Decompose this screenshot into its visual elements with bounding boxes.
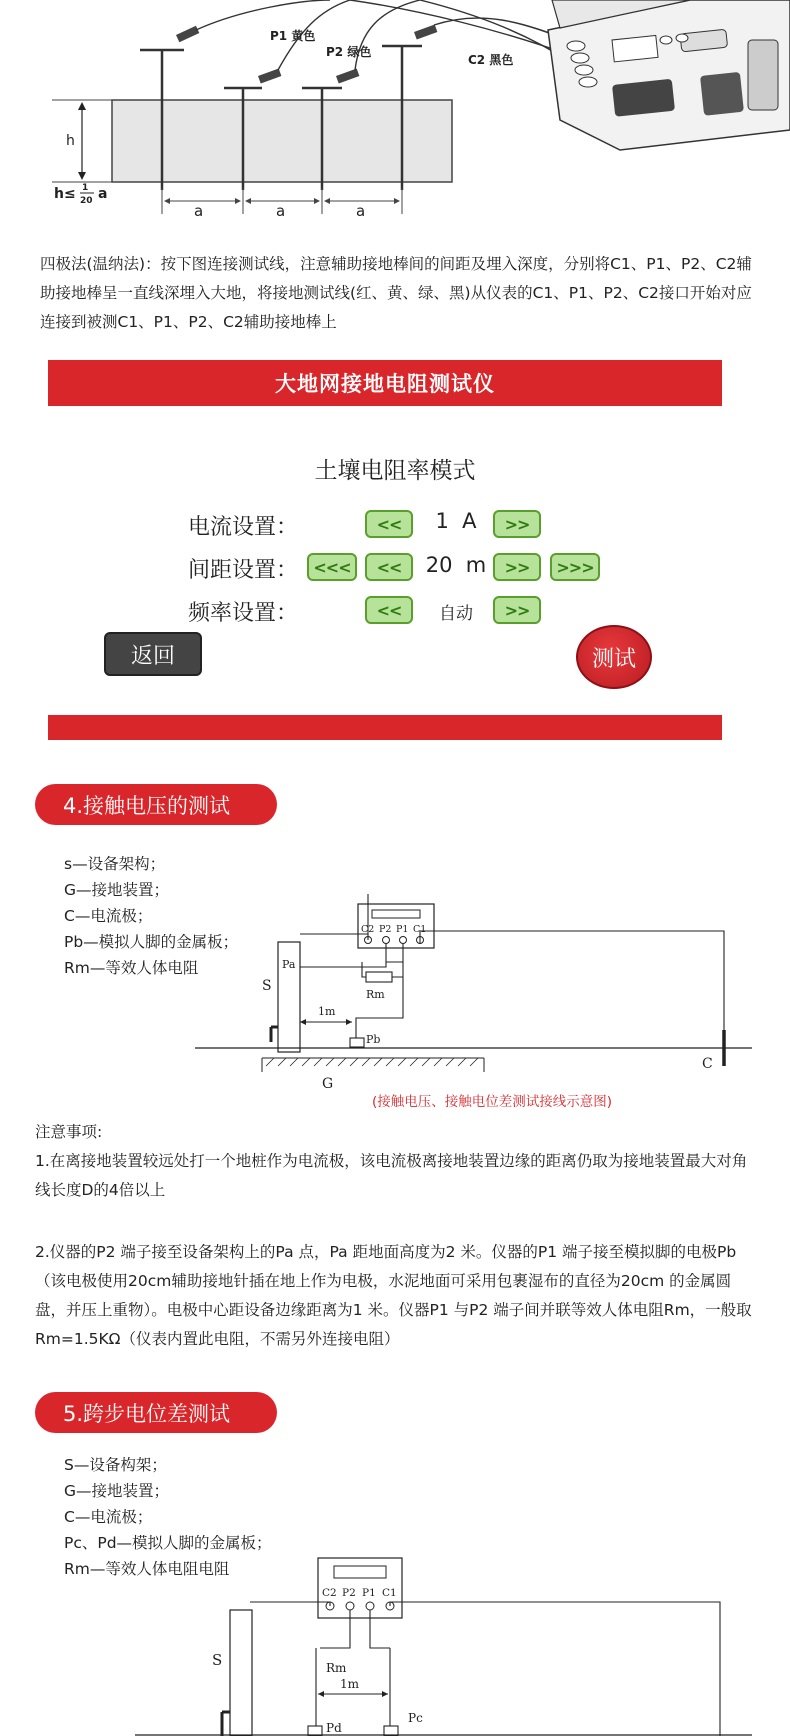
test-button[interactable]: 测试 [576, 625, 652, 689]
h-label: h [66, 133, 75, 149]
diagram-caption: (接触电压、接触电位差测试接线示意图) [372, 1094, 613, 1110]
svg-text:C2: C2 [361, 924, 375, 935]
frequency-value: 自动 [439, 604, 473, 624]
definition-item: S—设备构架； [64, 1456, 167, 1474]
pc-label: Pc [408, 1711, 423, 1725]
definition-item: G—接地装置； [64, 881, 170, 899]
definition-item: s—设备架构； [64, 855, 166, 873]
current-value: 1 A [435, 509, 477, 533]
distance-label: 1m [340, 1677, 360, 1691]
svg-text:P1: P1 [396, 924, 409, 935]
spacing-decrease-button[interactable]: << [365, 553, 413, 581]
spacing-increase-fast-button[interactable]: >>> [550, 553, 600, 581]
spacing-setting-label: 间距设置： [188, 558, 299, 583]
svg-text:P2: P2 [379, 924, 392, 935]
wenner-setup-diagram [0, 0, 790, 225]
svg-text:20: 20 [80, 196, 93, 206]
tester-case [548, 0, 790, 150]
svg-text:1: 1 [82, 183, 89, 193]
rm-label: Rm [326, 1661, 347, 1675]
frequency-setting-label: 频率设置： [188, 601, 299, 626]
s-label: S [262, 978, 272, 994]
back-button[interactable]: 返回 [104, 632, 202, 676]
distance-label: 1m [318, 1005, 336, 1018]
pd-label: Pd [326, 1721, 342, 1735]
svg-text:P1: P1 [362, 1587, 376, 1599]
pb-plate [350, 1038, 364, 1047]
p1-label: P1 黄色 [270, 29, 316, 43]
spacing-decrease-fast-button[interactable]: <<< [307, 553, 357, 581]
section5-header: 5.跨步电位差测试 [35, 1392, 277, 1433]
svg-text:C1: C1 [382, 1587, 397, 1599]
wenner-method-description: 四极法(温纳法)：按下图连接测试线，注意辅助接地棒间的间距及埋入深度，分别将C1、P1、P2、C2辅助接地棒呈一直线深埋入大地，将接地测试线(红、黄、绿、黑)从仪表的C1、P1、P2、C2接口开始对应连接到被测C1、P1、P2、C2辅助接地棒上 [40, 255, 752, 331]
c-label: C [702, 1056, 713, 1072]
rm-resistor [366, 972, 392, 982]
p2-label: P2 绿色 [326, 45, 372, 59]
rm-label: Rm [366, 988, 385, 1001]
s-label: S [212, 1651, 223, 1669]
pb-label: Pb [366, 1033, 381, 1046]
definition-item: C—电流极； [64, 907, 153, 925]
frequency-decrease-button[interactable]: << [365, 596, 413, 624]
notes-title: 注意事项: [35, 1123, 103, 1141]
svg-text:a: a [194, 202, 204, 220]
note-1: 1.在离接地装置较远处打一个地桩作为电流极，该电流极离接地装置边缘的距离仍取为接地装置最大对角线长度D的4倍以上 [35, 1152, 748, 1199]
panel-bottom-banner [48, 715, 722, 740]
current-increase-button[interactable]: >> [493, 510, 541, 538]
g-label: G [322, 1076, 334, 1090]
definition-item: Pc、Pd—模拟人脚的金属板； [64, 1534, 272, 1552]
svg-text:a: a [356, 202, 366, 220]
c2-label: C2 黑色 [468, 53, 514, 67]
touch-voltage-diagram [0, 890, 790, 1090]
current-setting-label: 电流设置： [188, 515, 299, 540]
svg-text:C2: C2 [322, 1587, 337, 1599]
equipment-frame [230, 1610, 252, 1736]
section4-header: 4.接触电压的测试 [35, 784, 277, 825]
frequency-increase-button[interactable]: >> [493, 596, 541, 624]
mode-title: 土壤电阻率模式 [314, 458, 476, 484]
pa-label: Pa [282, 958, 296, 971]
definition-item: Pb—模拟人脚的金属板； [64, 933, 239, 951]
definition-item: Rm—等效人体电阻 [64, 959, 199, 977]
panel-title-banner: 大地网接地电阻测试仪 [48, 360, 722, 406]
note-2: 2.仪器的P2 端子接至设备架构上的Pa 点，Pa 距地面高度为2 米。仪器的P1 端子接至模拟脚的电极Pb（该电极使用20cm辅助接地针插在地上作为电极，水泥地面可采用包裹湿布的直径为20cm 的金属圆盘，并压上重物）。电极中心距设备边缘距离为1 米。仪器P1 与P2 端子间并联等效人体电阻Rm，一般取Rm=1.5KΩ（仪表内置此电阻，不需另外连接电阻） [35, 1243, 752, 1348]
spacing-value: 20 m [425, 553, 487, 577]
h-rule-label: h≤ [54, 186, 76, 202]
svg-text:a: a [276, 202, 286, 220]
svg-text:C1: C1 [413, 924, 427, 935]
spacing-increase-button[interactable]: >> [493, 553, 541, 581]
current-decrease-button[interactable]: << [365, 510, 413, 538]
step-voltage-diagram [0, 1550, 790, 1736]
svg-text:P2: P2 [342, 1587, 356, 1599]
svg-text:a: a [98, 186, 108, 202]
definition-item: C—电流极； [64, 1508, 153, 1526]
definition-item: G—接地装置； [64, 1482, 170, 1500]
definition-item: Rm—等效人体电阻电阻 [64, 1560, 230, 1578]
